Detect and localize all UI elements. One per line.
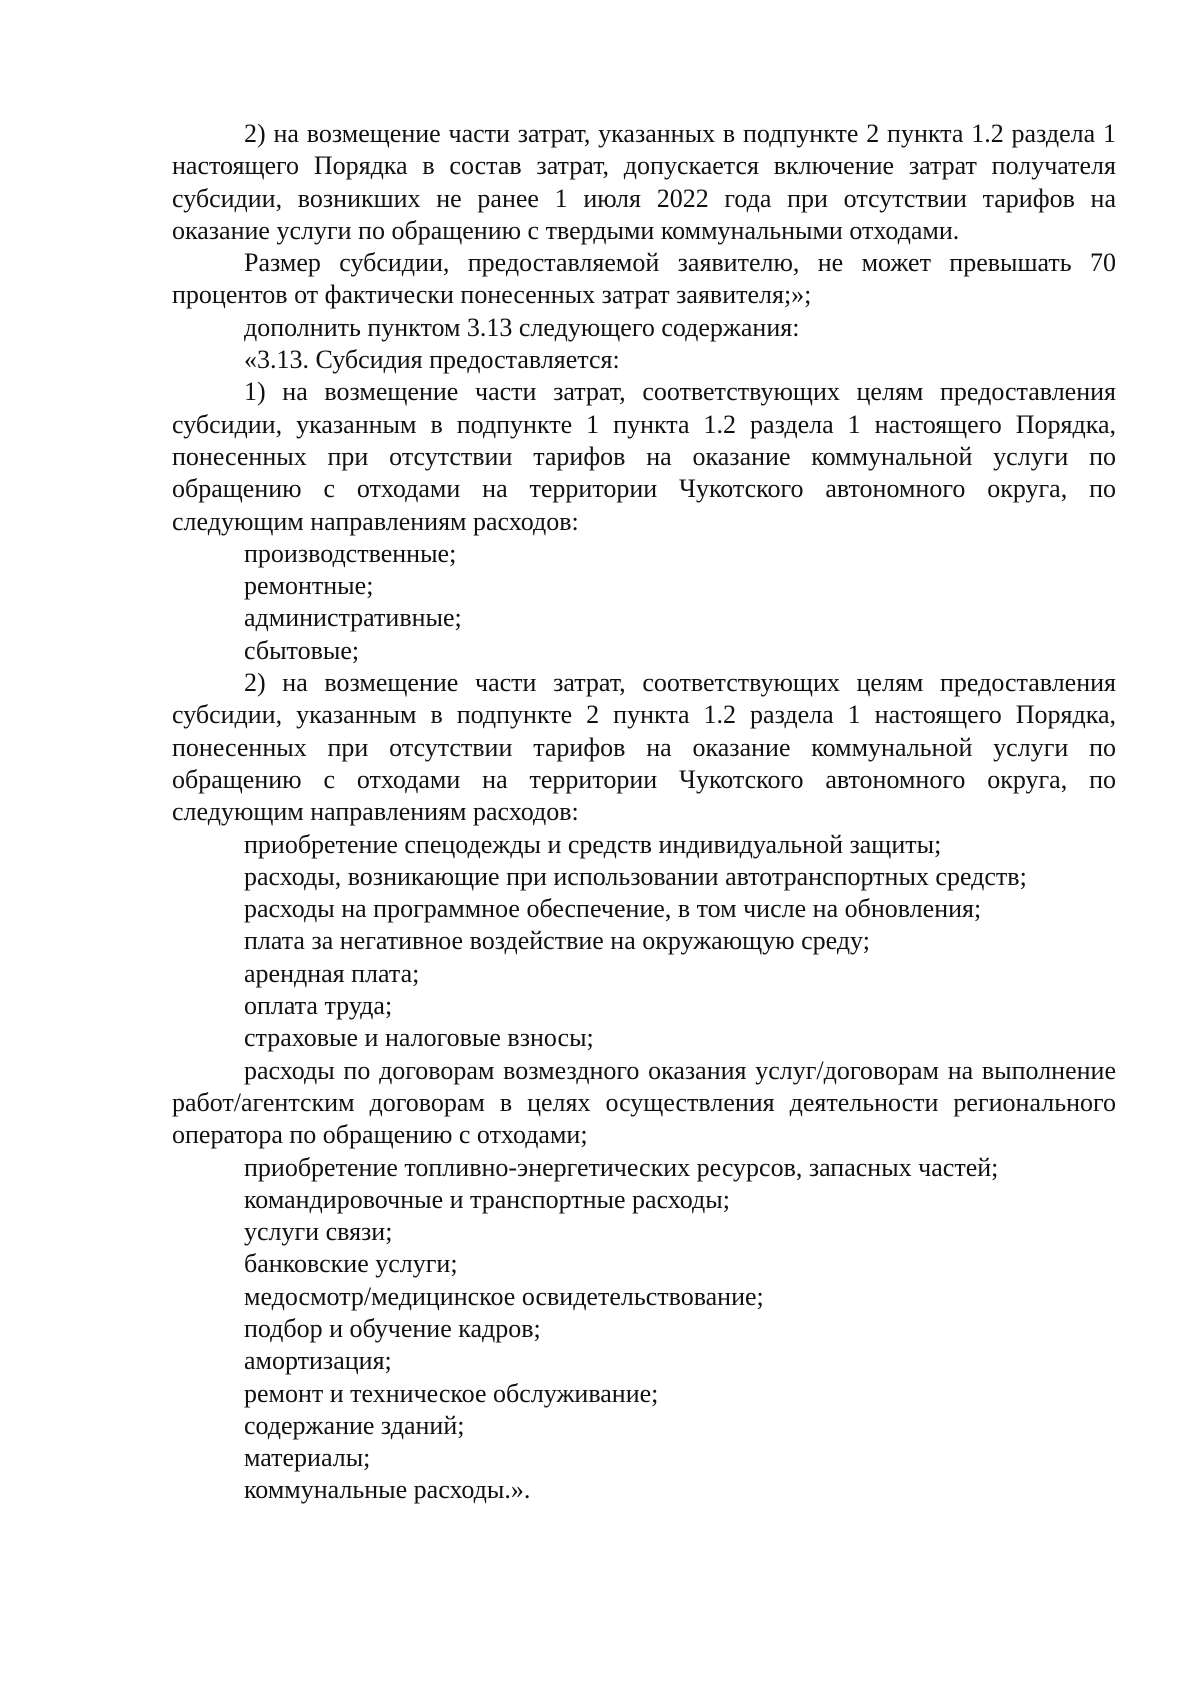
list-item: командировочные и транспортные расходы;	[244, 1184, 730, 1214]
list-item: банковские услуги;	[244, 1249, 458, 1279]
list-item: расходы, возникающие при использовании автотранспортных средств;	[244, 861, 1027, 891]
line-add-clause: дополнить пунктом 3.13 следующего содержания:	[244, 312, 800, 342]
list-item: приобретение спецодежды и средств индивидуальной защиты;	[244, 829, 942, 859]
list-item: медосмотр/медицинское освидетельствование;	[244, 1281, 764, 1311]
list-item: коммунальные расходы.».	[244, 1475, 531, 1505]
list-item: оплата труда;	[244, 991, 393, 1021]
list-item: страховые и налоговые взносы;	[244, 1023, 594, 1053]
list-item: арендная плата;	[244, 958, 420, 988]
list-item: сбытовые;	[244, 635, 360, 665]
list-item: услуги связи;	[244, 1217, 393, 1247]
clause-3-13-heading: «3.13. Субсидия предоставляется:	[244, 345, 620, 375]
list-item: содержание зданий;	[244, 1410, 465, 1440]
list-item: расходы на программное обеспечение, в том числе на обновления;	[244, 894, 982, 924]
list-item: ремонтные;	[244, 571, 374, 601]
list-item: ремонт и техническое обслуживание;	[244, 1378, 659, 1408]
list-item: производственные;	[244, 538, 457, 568]
list-item: материалы;	[244, 1443, 371, 1473]
list-item: амортизация;	[244, 1346, 392, 1376]
paragraph-subsidy-item-2: 2) на возмещение части затрат, указанных в подпункте 2 пункта 1.2 раздела 1 настоящего Порядка в состав затрат, допускается включение затрат получателя субсидии, возникших не ранее 1 июля 2022 года при отсутствии тарифов на оказание услуги по обращению с твердыми коммунальными отходами.	[172, 119, 1116, 245]
list-item: приобретение топливно-энергетических ресурсов, запасных частей;	[244, 1152, 999, 1182]
paragraph-clause-3-13-item-2: 2) на возмещение части затрат, соответствующих целям предоставления субсидии, указанным в подпункте 2 пункта 1.2 раздела 1 настоящего Порядка, понесенных при отсутствии тарифов на оказание коммунальной услуги по обращению с отходами на территории Чукотского автономного округа, по следующим направлениям расходов:	[172, 668, 1116, 827]
paragraph-subsidy-limit: Размер субсидии, предоставляемой заявителю, не может превышать 70 процентов от фактически понесенных затрат заявителя;»;	[172, 248, 1116, 310]
list-item: подбор и обучение кадров;	[244, 1313, 541, 1343]
list-item: административные;	[244, 603, 462, 633]
paragraph-clause-3-13-item-1: 1) на возмещение части затрат, соответствующих целям предоставления субсидии, указанным в подпункте 1 пункта 1.2 раздела 1 настоящего Порядка, понесенных при отсутствии тарифов на оказание коммунальной услуги по обращению с отходами на территории Чукотского автономного округа, по следующим направлениям расходов:	[172, 377, 1116, 536]
paragraph-contract-expenses: расходы по договорам возмездного оказания услуг/договорам на выполнение работ/агентским договорам в целях осуществления деятельности регионального оператора по обращению с отходами;	[172, 1055, 1116, 1150]
list-item: плата за негативное воздействие на окружающую среду;	[244, 926, 870, 956]
